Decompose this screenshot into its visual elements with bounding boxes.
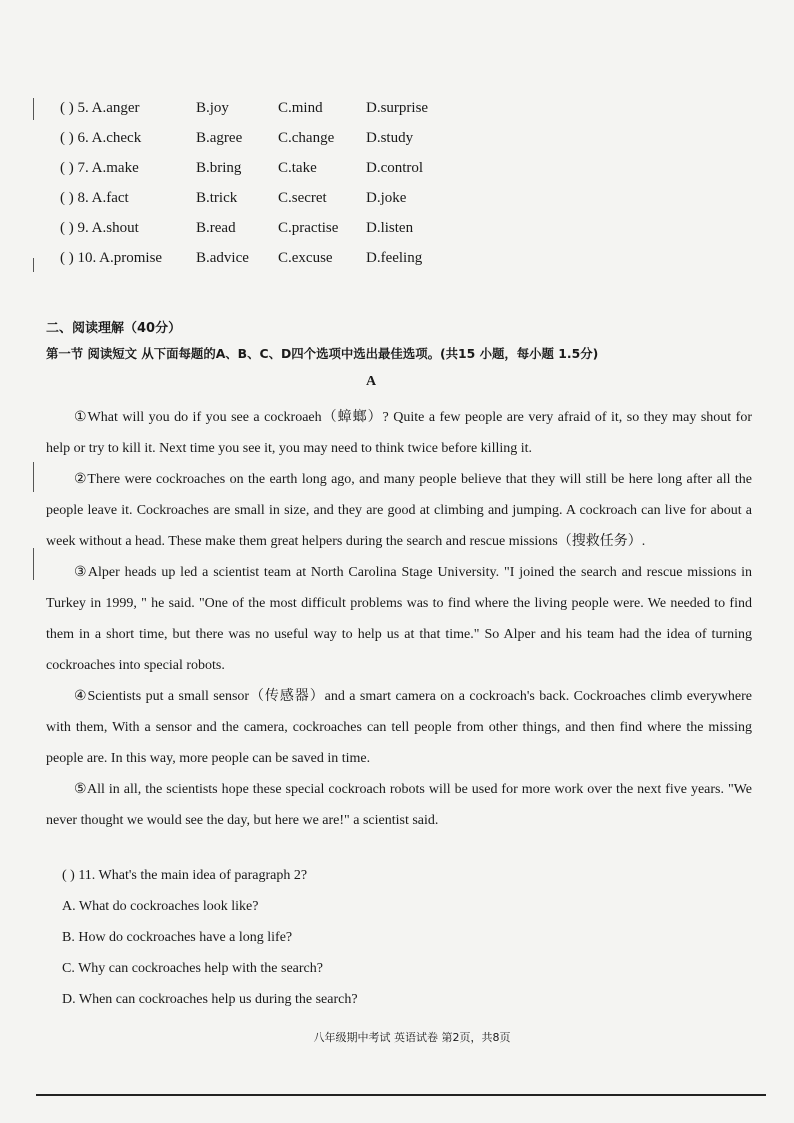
answer-option-d: D. When can cockroaches help us during the search? — [62, 992, 358, 1007]
choice-option-b: B.advice — [196, 250, 249, 266]
choice-option-a: ( ) 7. A.make — [60, 160, 139, 176]
answer-option-b: B. How do cockroaches have a long life? — [62, 930, 293, 945]
paragraph-3: ③Alper heads up led a scientist team at North Carolina Stage University. "I joined the search and rescue missions in Turkey in 1999, " he said. "One of the most difficult problems was to find where the living people were. We needed to find them in a short time, but there was no useful way to help us at that time." So Alper and his team had the idea of turning cockroaches into special robots. — [46, 565, 752, 673]
choice-option-c: C.take — [278, 160, 317, 176]
answer-option-a: A. What do cockroaches look like? — [62, 899, 259, 914]
scan-mark — [33, 98, 34, 120]
choice-option-a: ( ) 6. A.check — [60, 130, 142, 146]
paragraph-2: ②There were cockroaches on the earth long ago, and many people believe that they will still be here long after all the people leave it. Cockroaches are small in size, and they are good at climbing and jumping. A cockroach can live for about a week without a head. These make them great helpers during the search and rescue missions（搜救任务）. — [46, 472, 752, 549]
choice-option-b: B.bring — [196, 160, 242, 176]
choice-option-b: B.read — [196, 220, 236, 236]
choice-option-c: C.excuse — [278, 250, 333, 266]
paragraph-1: ①What will you do if you see a cockroaeh（蟑螂）? Quite a few people are very afraid of it, so they may shout for help or try to kill it. Next time you see it, you may need to think twice before killing it. — [46, 410, 752, 456]
choice-option-c: C.practise — [278, 220, 339, 236]
passage-label: A — [366, 374, 377, 389]
paragraph-4: ④Scientists put a small sensor（传感器）and a smart camera on a cockroach's back. Cockroaches climb everywhere with them, With a sensor and the camera, cockroaches can tell people from other things, and then find where the missing people are. In this way, more people can be saved in time. — [46, 689, 752, 766]
answer-options — [62, 897, 358, 1021]
choice-option-b: B.trick — [196, 190, 238, 206]
page-footer: 八年级期中考试 英语试卷 第2页，共8页 — [313, 1031, 511, 1044]
question-stem: ( ) 11. What's the main idea of paragraph 2? — [62, 868, 308, 883]
choice-option-c: C.mind — [278, 100, 323, 116]
choice-option-c: C.change — [278, 130, 335, 146]
choice-option-b: B.joy — [196, 100, 229, 116]
choice-option-d: D.joke — [366, 190, 407, 206]
answer-option-c: C. Why can cockroaches help with the search? — [62, 961, 323, 976]
choice-option-d: D.listen — [366, 220, 414, 236]
section-instructions: 第一节 阅读短文 从下面每题的A、B、C、D四个选项中选出最佳选项。(共15 小题，每小题 1.5分) — [46, 346, 599, 361]
bottom-rule — [36, 1094, 766, 1096]
choice-option-c: C.secret — [278, 190, 327, 206]
choice-option-d: D.feeling — [366, 250, 423, 266]
scan-mark — [33, 462, 34, 492]
scan-mark — [33, 548, 34, 580]
section-title: 二、阅读理解（40分） — [46, 321, 182, 336]
scan-mark — [33, 258, 34, 272]
choice-option-b: B.agree — [196, 130, 243, 146]
choice-option-a: ( ) 10. A.promise — [60, 250, 163, 266]
choice-option-a: ( ) 9. A.shout — [60, 220, 139, 236]
choice-option-d: D.study — [366, 130, 414, 146]
choice-option-a: ( ) 5. A.anger — [60, 100, 140, 116]
paragraph-5: ⑤All in all, the scientists hope these special cockroach robots will be used for more work over the next five years. "We never thought we would see the day, but here we are!" a scientist said. — [46, 782, 752, 828]
choice-option-d: D.surprise — [366, 100, 429, 116]
reading-passage — [46, 402, 752, 836]
choice-option-d: D.control — [366, 160, 424, 176]
choice-option-a: ( ) 8. A.fact — [60, 190, 129, 206]
